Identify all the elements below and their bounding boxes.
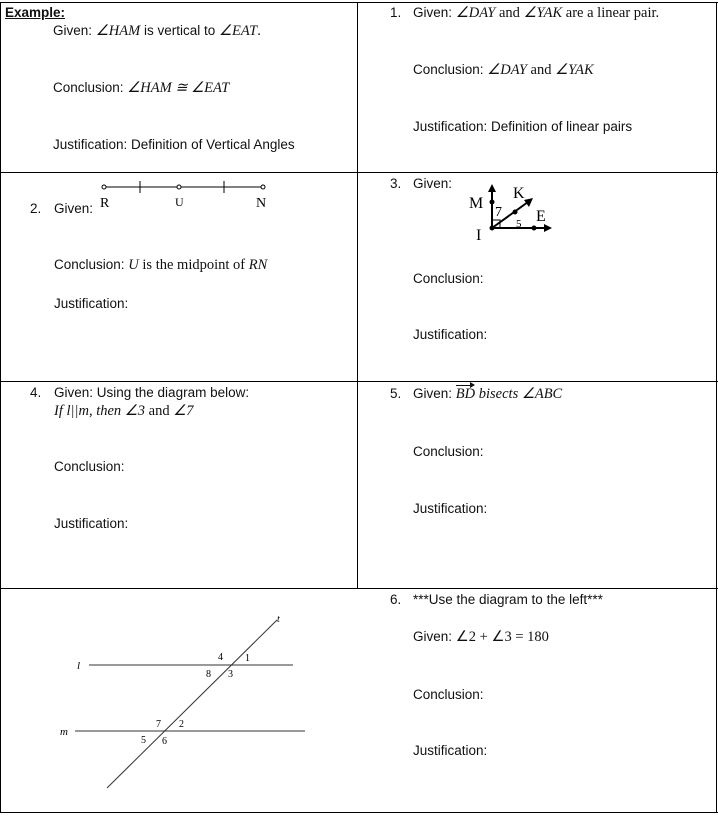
problem-1-number: 1. [390,5,402,20]
segment-rn-diagram [92,176,277,216]
angle-4-label: 4 [218,652,223,663]
problem-4-and: and [145,403,174,419]
line-m-label: m [60,726,68,738]
angle-8-label: 8 [206,669,211,680]
table-column-divider [357,2,358,589]
example-justification: Justification: Definition of Vertical Angles [53,137,295,152]
table-border-right [716,2,717,813]
problem-3-conclusion: Conclusion: [413,271,484,286]
line-l-label: l [77,660,81,672]
problem-6-note: ***Use the diagram to the left*** [413,592,603,607]
problem-2-conclusion-point: U [128,257,139,273]
problem-4-if-then: If l||m, then ∠3 [54,403,146,419]
point-i-label: I [476,227,482,244]
problem-4-justification: Justification: [54,516,129,531]
transversal-t-label: t [277,614,280,625]
problem-2-number: 2. [30,201,42,216]
problem-2-conclusion-label: Conclusion: [54,257,129,272]
point-r-label: R [100,196,110,211]
problem-2-conclusion-mid: is the midpoint of [138,257,249,273]
problem-1-conclusion-and: and [526,62,556,78]
problem-6-given [413,629,549,645]
problem-4-number: 4. [30,385,42,400]
table-border-left [0,2,1,813]
problem-2-given-label: Given: [54,201,94,216]
problem-4-angle-7: ∠7 [173,403,194,419]
parallel-lines-diagram [55,610,315,795]
problem-1-conclusion-label: Conclusion: [413,62,488,77]
problem-6-number: 6. [390,592,402,607]
example-title: Example: [5,5,66,20]
problem-1-given-angle-2: ∠YAK [523,5,563,21]
point-n-label: N [256,196,267,211]
angle-2-label: 2 [179,719,184,730]
problem-4-given-line2 [54,403,193,419]
angle-5-label: 5 [141,735,146,746]
problem-1-given-and: and [495,5,524,21]
example-conclusion [53,80,229,96]
problem-4-given: Given: Using the diagram below: [54,385,250,400]
example-given-end: . [257,23,261,39]
problem-2-conclusion [54,257,267,273]
problem-1-conclusion-angle-2: ∠YAK [555,62,594,78]
point-k-label: K [513,185,525,202]
problem-1-justification: Justification: Definition of linear pairs [413,119,633,134]
table-row-divider-1 [0,172,718,173]
angle-7-label: 7 [156,719,161,730]
problem-3-given-label: Given: [413,176,453,191]
table-border-top [0,2,718,3]
problem-1-given-angle-1: ∠DAY [455,5,496,21]
problem-3-number: 3. [390,176,402,191]
example-given-angle-2: ∠EAT [218,23,258,39]
table-row-divider-2 [0,381,718,382]
problem-2-conclusion-segment: RN [248,257,268,273]
example-given [53,23,261,39]
problem-2-justification: Justification: [54,296,129,311]
table-row-divider-3 [0,588,718,589]
angle-3-label: 3 [228,669,233,680]
example-given-label: Given: [53,23,96,38]
problem-5-given [413,386,562,402]
problem-1-conclusion-angle-1: ∠DAY [487,62,527,78]
example-given-mid: is vertical to [140,23,219,38]
problem-6-justification: Justification: [413,743,488,758]
problem-4-conclusion: Conclusion: [54,459,125,474]
angle-7-label: 7 [495,205,502,220]
problem-6-conclusion: Conclusion: [413,687,484,702]
point-m-label: M [469,195,484,212]
angle-5-label: 5 [516,218,522,230]
problem-1-given-end: are a linear pair. [562,5,660,21]
angle-6-label: 6 [162,736,167,747]
point-e-label: E [536,208,546,225]
table-border-bottom [0,812,718,813]
angle-mik-diagram [462,180,562,245]
problem-6-given-label: Given: [413,629,456,644]
angle-1-label: 1 [245,653,250,664]
problem-5-justification: Justification: [413,501,488,516]
problem-1-given-label: Given: [413,5,456,20]
problem-5-conclusion: Conclusion: [413,444,484,459]
problem-5-bisects: bisects ∠ABC [475,386,563,402]
problem-1-conclusion [413,62,594,78]
problem-6-given-math: ∠2 + ∠3 = 180 [455,629,549,645]
problem-5-given-label: Given: [413,386,456,401]
problem-1-given [413,5,659,21]
problem-5-number: 5. [390,386,402,401]
example-conclusion-math: ∠HAM ≅ ∠EAT [127,80,230,96]
problem-3-justification: Justification: [413,327,488,342]
example-given-angle-1: ∠HAM [95,23,141,39]
example-conclusion-label: Conclusion: [53,80,128,95]
point-u-label: U [175,195,184,209]
problem-5-ray-bd: BD [455,386,476,402]
